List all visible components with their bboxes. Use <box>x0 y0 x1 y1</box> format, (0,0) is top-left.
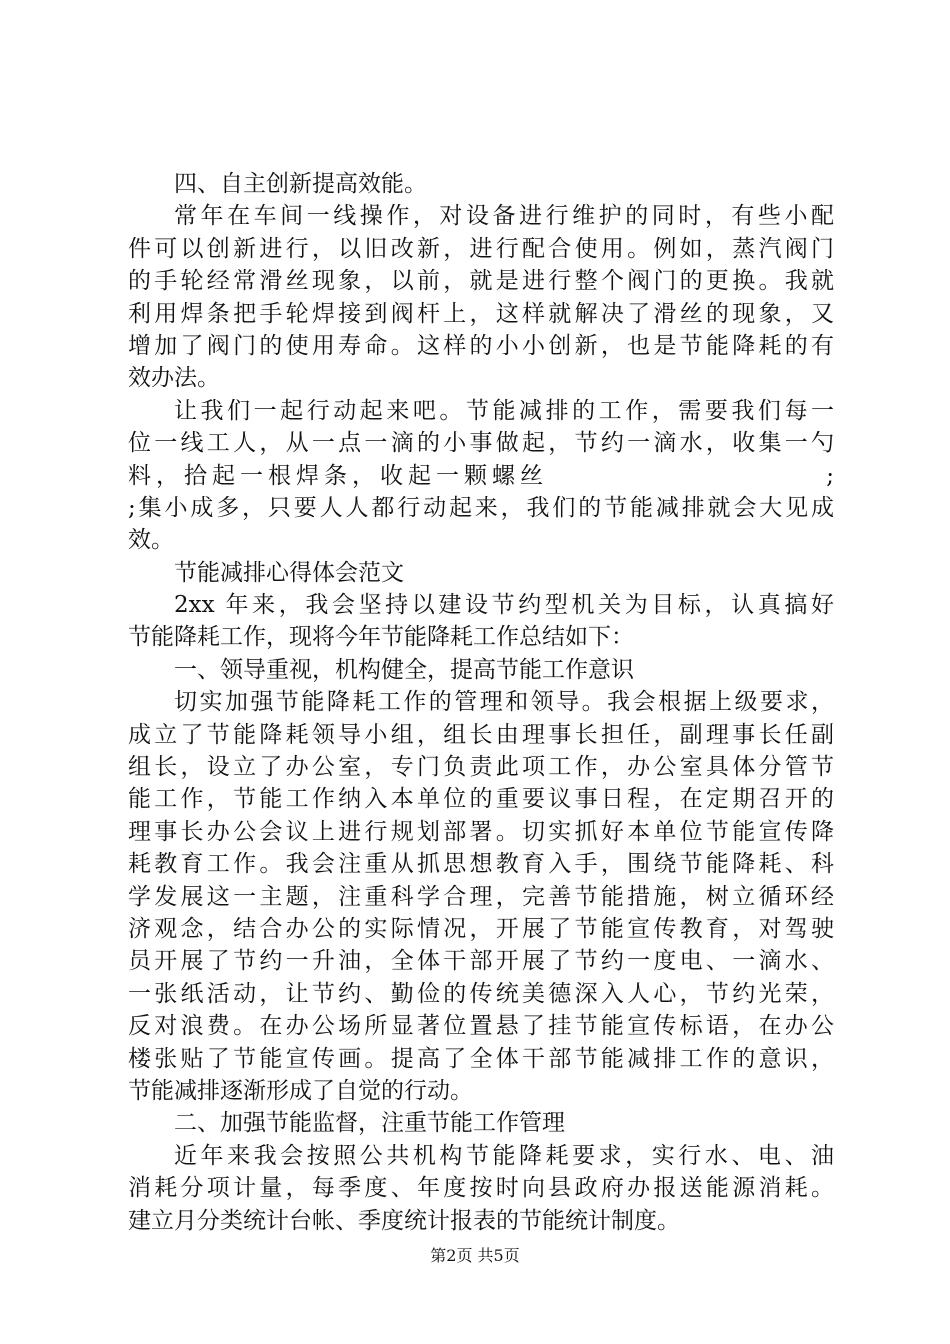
page-number-footer: 第2页 共5页 <box>430 1246 520 1265</box>
paragraph-line: 耗教育工作。我会注重从抓思想教育入手，围绕节能降耗、科 <box>128 851 834 878</box>
paragraph-line: 学发展这一主题，注重科学合理，完善节能措施，树立循环经 <box>128 883 834 910</box>
paragraph-line: 近年来我会按照公共机构节能降耗要求，实行水、电、油 <box>174 1142 834 1169</box>
paragraph-line: 2xx 年来，我会坚持以建设节约型机关为目标，认真搞好 <box>174 592 834 619</box>
paragraph-line: ;集小成多，只要人人都行动起来，我们的节能减排就会大见成 <box>128 494 834 521</box>
section-heading: 一、领导重视，机构健全，提高节能工作意识 <box>174 656 634 683</box>
paragraph-line: 常年在车间一线操作，对设备进行维护的同时，有些小配 <box>174 203 834 230</box>
paragraph-line: 效。 <box>128 527 174 554</box>
paragraph-line <box>128 460 834 492</box>
paragraph-line: 的手轮经常滑丝现象，以前，就是进行整个阀门的更换。我就 <box>128 268 834 295</box>
paragraph-line: 建立月分类统计台帐、季度统计报表的节能统计制度。 <box>128 1207 680 1234</box>
paragraph-line: 反对浪费。在办公场所显著位置悬了挂节能宣传标语，在办公 <box>128 1013 834 1040</box>
paragraph-line: 切实加强节能降耗工作的管理和领导。我会根据上级要求， <box>174 689 834 716</box>
article-title: 节能减排心得体会范文 <box>174 559 404 586</box>
section-heading: 四、自主创新提高效能。 <box>174 171 427 197</box>
paragraph-line: 理事长办公会议上进行规划部署。切实抓好本单位节能宣传降 <box>128 818 834 845</box>
section-heading: 二、加强节能监督，注重节能工作管理 <box>174 1110 565 1137</box>
paragraph-line: 增加了阀门的使用寿命。这样的小小创新，也是节能降耗的有 <box>128 332 834 359</box>
paragraph-line: 一张纸活动，让节约、勤俭的传统美德深入人心，节约光荣， <box>128 980 834 1007</box>
paragraph-line: 组长，设立了办公室，专门负责此项工作，办公室具体分管节 <box>128 754 834 781</box>
paragraph-line: 利用焊条把手轮焊接到阀杆上，这样就解决了滑丝的现象，又 <box>128 300 834 327</box>
paragraph-line-text: 料，拾起一根焊条，收起一颗螺丝 <box>128 462 548 489</box>
paragraph-line: 消耗分项计量，每季度、年度按时向县政府办报送能源消耗。 <box>128 1175 834 1202</box>
paragraph-line: 济观念，结合办公的实际情况，开展了节能宣传教育，对驾驶 <box>128 915 834 942</box>
paragraph-line: 让我们一起行动起来吧。节能减排的工作，需要我们每一 <box>174 397 834 424</box>
paragraph-line: 员开展了节约一升油，全体干部开展了节约一度电、一滴水、 <box>128 948 834 975</box>
paragraph-line: 效办法。 <box>128 365 220 392</box>
paragraph-line: 楼张贴了节能宣传画。提高了全体干部节能减排工作的意识， <box>128 1045 834 1072</box>
paragraph-line: 件可以创新进行，以旧改新，进行配合使用。例如，蒸汽阀门 <box>128 235 834 262</box>
semicolon-mark: ; <box>826 462 834 489</box>
paragraph-line: 节能减排逐渐形成了自觉的行动。 <box>128 1077 473 1104</box>
paragraph-line: 成立了节能降耗领导小组，组长由理事长担任，副理事长任副 <box>128 721 834 748</box>
paragraph-line: 节能降耗工作，现将今年节能降耗工作总结如下： <box>128 624 634 651</box>
document-body <box>128 168 834 1237</box>
paragraph-line: 能工作，节能工作纳入本单位的重要议事日程，在定期召开的 <box>128 786 834 813</box>
paragraph-line: 位一线工人，从一点一滴的小事做起，节约一滴水，收集一勺 <box>128 430 834 457</box>
